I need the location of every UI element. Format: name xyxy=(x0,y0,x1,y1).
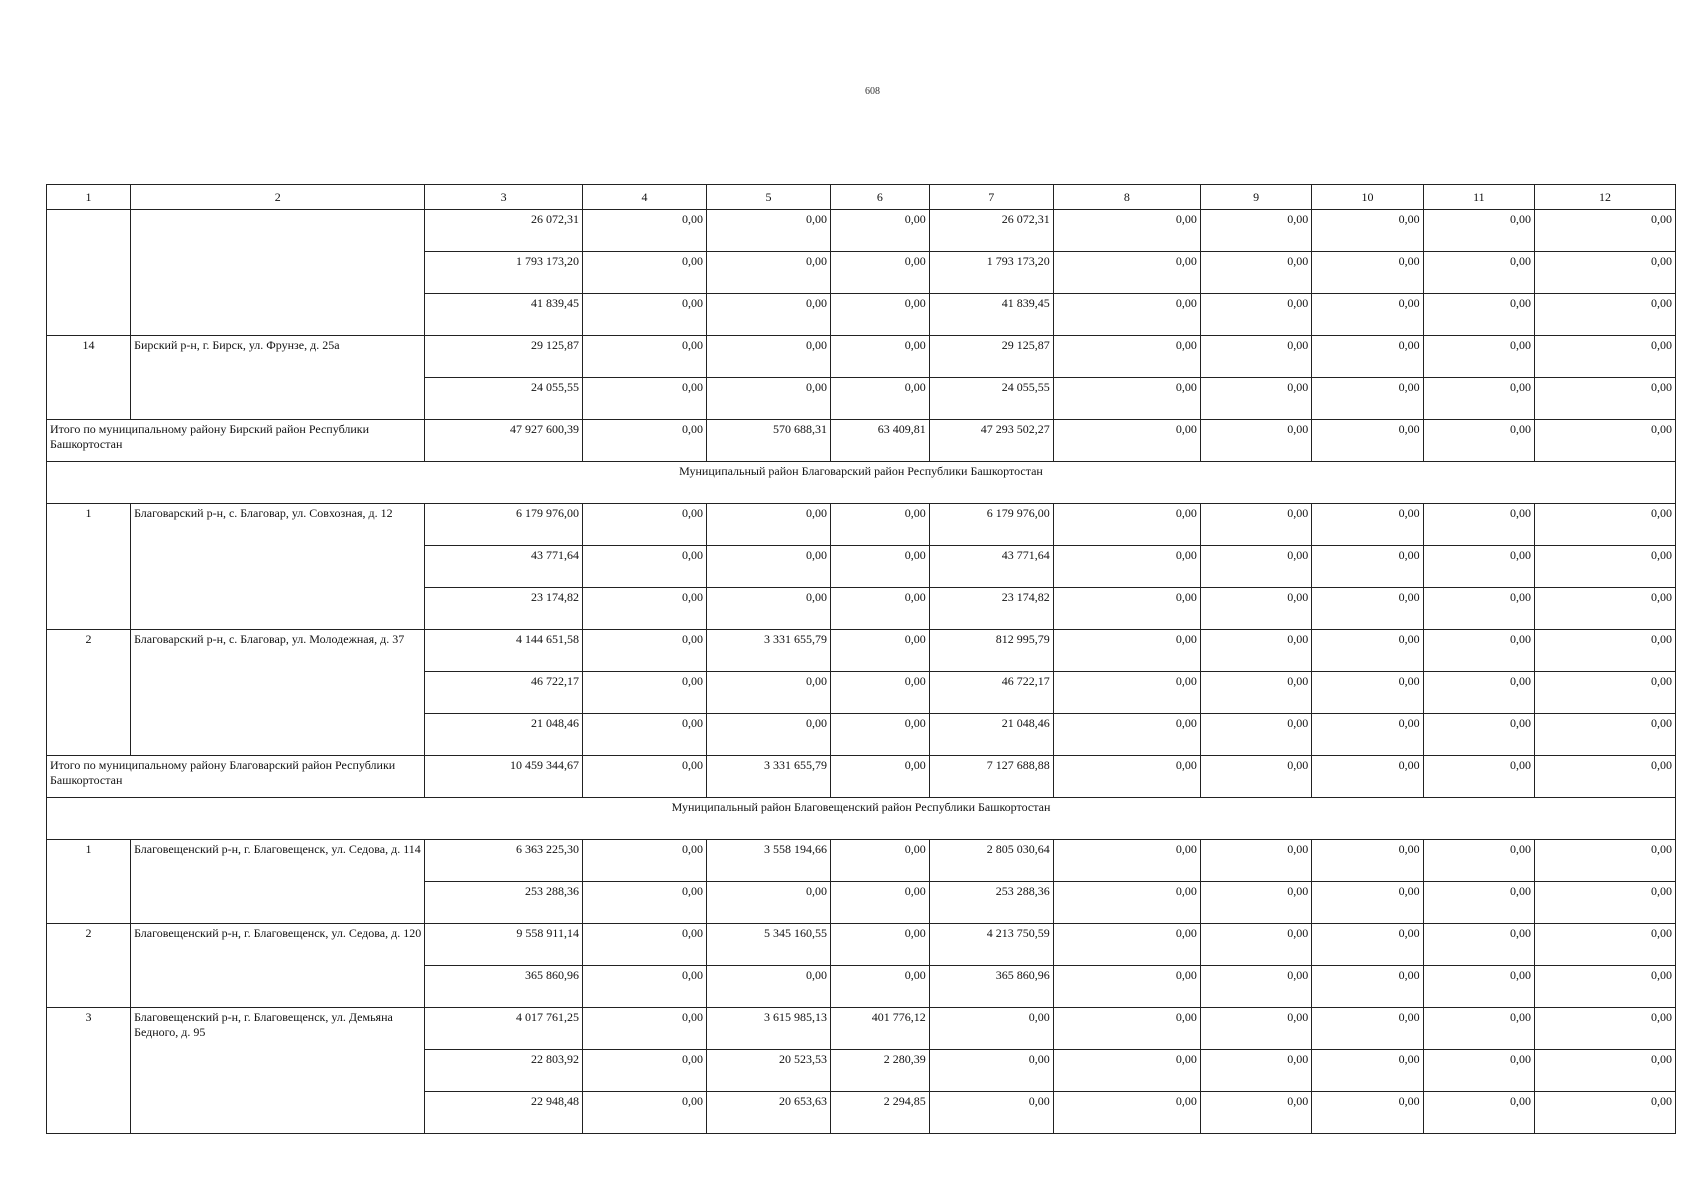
amount-cell: 0,00 xyxy=(1200,1008,1311,1050)
amount-cell: 0,00 xyxy=(1312,672,1423,714)
row-index: 2 xyxy=(47,630,131,756)
row-address: Благоварский р-н, с. Благовар, ул. Совхозная, д. 12 xyxy=(131,504,425,630)
amount-cell: 253 288,36 xyxy=(929,882,1053,924)
amount-cell: 0,00 xyxy=(830,840,929,882)
amount-cell: 0,00 xyxy=(1535,504,1676,546)
total-row xyxy=(47,756,1676,798)
amount-cell: 0,00 xyxy=(582,252,706,294)
amount-cell: 0,00 xyxy=(1312,924,1423,966)
amount-cell: 0,00 xyxy=(1200,630,1311,672)
amount-cell: 0,00 xyxy=(1423,336,1534,378)
amount-cell: 0,00 xyxy=(1312,840,1423,882)
amount-cell: 0,00 xyxy=(830,924,929,966)
amount-cell: 0,00 xyxy=(1312,252,1423,294)
amount-cell: 9 558 911,14 xyxy=(425,924,583,966)
amount-cell: 0,00 xyxy=(1423,714,1534,756)
amount-cell: 0,00 xyxy=(1053,630,1200,672)
column-number: 4 xyxy=(582,185,706,210)
amount-cell: 22 948,48 xyxy=(425,1092,583,1134)
amount-cell: 3 615 985,13 xyxy=(706,1008,830,1050)
total-amount-cell: 10 459 344,67 xyxy=(425,756,583,798)
column-number-row xyxy=(47,185,1676,210)
amount-cell: 0,00 xyxy=(830,966,929,1008)
table-row xyxy=(47,210,1676,252)
column-number: 6 xyxy=(830,185,929,210)
total-amount-cell: 0,00 xyxy=(1535,420,1676,462)
amount-cell: 0,00 xyxy=(1053,588,1200,630)
column-number: 3 xyxy=(425,185,583,210)
amount-cell: 0,00 xyxy=(1423,546,1534,588)
total-amount-cell: 0,00 xyxy=(582,420,706,462)
amount-cell: 0,00 xyxy=(1535,882,1676,924)
amount-cell: 26 072,31 xyxy=(929,210,1053,252)
amount-cell: 20 523,53 xyxy=(706,1050,830,1092)
amount-cell: 0,00 xyxy=(1053,546,1200,588)
row-index xyxy=(47,210,131,336)
amount-cell: 0,00 xyxy=(1200,882,1311,924)
total-amount-cell: 0,00 xyxy=(1053,420,1200,462)
amount-cell: 0,00 xyxy=(706,546,830,588)
row-index: 1 xyxy=(47,840,131,924)
amount-cell: 41 839,45 xyxy=(929,294,1053,336)
amount-cell: 0,00 xyxy=(1053,840,1200,882)
amount-cell: 0,00 xyxy=(1535,630,1676,672)
total-amount-cell: 0,00 xyxy=(1053,756,1200,798)
amount-cell: 0,00 xyxy=(1535,336,1676,378)
amount-cell: 0,00 xyxy=(1053,714,1200,756)
page-number: 608 xyxy=(865,86,880,97)
amount-cell: 0,00 xyxy=(1535,672,1676,714)
amount-cell: 24 055,55 xyxy=(425,378,583,420)
amount-cell: 0,00 xyxy=(706,672,830,714)
amount-cell: 0,00 xyxy=(582,504,706,546)
amount-cell: 0,00 xyxy=(1053,924,1200,966)
total-label: Итого по муниципальному району Благоварский район Республики Башкортостан xyxy=(47,756,425,798)
amount-cell: 20 653,63 xyxy=(706,1092,830,1134)
amount-cell: 0,00 xyxy=(1200,924,1311,966)
amount-cell: 0,00 xyxy=(1423,1092,1534,1134)
amount-cell: 0,00 xyxy=(1535,546,1676,588)
column-number: 1 xyxy=(47,185,131,210)
amount-cell: 2 280,39 xyxy=(830,1050,929,1092)
column-number: 9 xyxy=(1200,185,1311,210)
amount-cell: 0,00 xyxy=(706,588,830,630)
column-number: 11 xyxy=(1423,185,1534,210)
amount-cell: 812 995,79 xyxy=(929,630,1053,672)
amount-cell: 0,00 xyxy=(1535,924,1676,966)
amount-cell: 0,00 xyxy=(1053,672,1200,714)
column-number: 12 xyxy=(1535,185,1676,210)
amount-cell: 0,00 xyxy=(1200,252,1311,294)
amount-cell: 0,00 xyxy=(929,1008,1053,1050)
amount-cell: 0,00 xyxy=(1053,294,1200,336)
amount-cell: 0,00 xyxy=(706,210,830,252)
amount-cell: 2 805 030,64 xyxy=(929,840,1053,882)
amount-cell: 0,00 xyxy=(582,1050,706,1092)
total-amount-cell: 47 927 600,39 xyxy=(425,420,583,462)
amount-cell: 0,00 xyxy=(830,714,929,756)
amount-cell: 0,00 xyxy=(830,294,929,336)
table-row xyxy=(47,504,1676,546)
amount-cell: 0,00 xyxy=(1535,252,1676,294)
total-amount-cell: 0,00 xyxy=(1535,756,1676,798)
row-address: Благовещенский р-н, г. Благовещенск, ул. Седова, д. 120 xyxy=(131,924,425,1008)
amount-cell: 4 144 651,58 xyxy=(425,630,583,672)
amount-cell: 0,00 xyxy=(1423,210,1534,252)
amount-cell: 29 125,87 xyxy=(929,336,1053,378)
amount-cell: 0,00 xyxy=(1200,1050,1311,1092)
amount-cell: 401 776,12 xyxy=(830,1008,929,1050)
amount-cell: 0,00 xyxy=(929,1050,1053,1092)
amount-cell: 0,00 xyxy=(582,210,706,252)
amount-cell: 0,00 xyxy=(830,588,929,630)
amount-cell: 0,00 xyxy=(929,1092,1053,1134)
amount-cell: 0,00 xyxy=(1312,966,1423,1008)
amount-cell: 0,00 xyxy=(1312,378,1423,420)
amount-cell: 41 839,45 xyxy=(425,294,583,336)
total-amount-cell: 0,00 xyxy=(1200,756,1311,798)
total-amount-cell: 0,00 xyxy=(1423,756,1534,798)
amount-cell: 0,00 xyxy=(830,630,929,672)
amount-cell: 0,00 xyxy=(1053,1008,1200,1050)
amount-cell: 24 055,55 xyxy=(929,378,1053,420)
amount-cell: 0,00 xyxy=(1200,1092,1311,1134)
amount-cell: 0,00 xyxy=(1535,1008,1676,1050)
amount-cell: 0,00 xyxy=(1535,1092,1676,1134)
amount-cell: 0,00 xyxy=(1053,336,1200,378)
amount-cell: 0,00 xyxy=(582,672,706,714)
amount-cell: 0,00 xyxy=(706,252,830,294)
amount-cell: 0,00 xyxy=(1312,210,1423,252)
amount-cell: 43 771,64 xyxy=(425,546,583,588)
amount-cell: 0,00 xyxy=(1053,1050,1200,1092)
total-amount-cell: 0,00 xyxy=(1200,420,1311,462)
amount-cell: 0,00 xyxy=(582,630,706,672)
column-number: 10 xyxy=(1312,185,1423,210)
amount-cell: 0,00 xyxy=(706,504,830,546)
amount-cell: 0,00 xyxy=(1053,1092,1200,1134)
amount-cell: 0,00 xyxy=(1053,252,1200,294)
row-index: 14 xyxy=(47,336,131,420)
amount-cell: 0,00 xyxy=(1200,378,1311,420)
amount-cell: 0,00 xyxy=(706,966,830,1008)
table-row xyxy=(47,336,1676,378)
amount-cell: 0,00 xyxy=(1053,210,1200,252)
amount-cell: 0,00 xyxy=(1053,504,1200,546)
amount-cell: 0,00 xyxy=(1053,966,1200,1008)
table-body xyxy=(47,210,1676,1134)
amount-cell: 0,00 xyxy=(1423,378,1534,420)
amount-cell: 0,00 xyxy=(706,378,830,420)
amount-cell: 0,00 xyxy=(1200,336,1311,378)
amount-cell: 0,00 xyxy=(1535,840,1676,882)
amount-cell: 0,00 xyxy=(582,1092,706,1134)
column-number: 5 xyxy=(706,185,830,210)
amount-cell: 0,00 xyxy=(1423,1050,1534,1092)
amount-cell: 0,00 xyxy=(1200,714,1311,756)
section-title: Муниципальный район Благоварский район Республики Башкортостан xyxy=(47,462,1676,504)
amount-cell: 23 174,82 xyxy=(425,588,583,630)
amount-cell: 0,00 xyxy=(830,336,929,378)
amount-cell: 1 793 173,20 xyxy=(929,252,1053,294)
amount-cell: 0,00 xyxy=(706,294,830,336)
row-index: 2 xyxy=(47,924,131,1008)
row-address: Благоварский р-н, с. Благовар, ул. Молодежная, д. 37 xyxy=(131,630,425,756)
amount-cell: 0,00 xyxy=(1312,630,1423,672)
amount-cell: 0,00 xyxy=(1535,714,1676,756)
total-amount-cell: 570 688,31 xyxy=(706,420,830,462)
amount-cell: 0,00 xyxy=(830,882,929,924)
amount-cell: 4 017 761,25 xyxy=(425,1008,583,1050)
amount-cell: 0,00 xyxy=(830,504,929,546)
amount-cell: 0,00 xyxy=(1312,1050,1423,1092)
total-amount-cell: 0,00 xyxy=(830,756,929,798)
amount-cell: 0,00 xyxy=(1200,966,1311,1008)
amount-cell: 6 363 225,30 xyxy=(425,840,583,882)
amount-cell: 0,00 xyxy=(706,336,830,378)
amount-cell: 0,00 xyxy=(706,714,830,756)
amount-cell: 22 803,92 xyxy=(425,1050,583,1092)
row-address: Бирский р-н, г. Бирск, ул. Фрунзе, д. 25а xyxy=(131,336,425,420)
amount-cell: 0,00 xyxy=(582,882,706,924)
amount-cell: 0,00 xyxy=(830,210,929,252)
amount-cell: 0,00 xyxy=(1200,588,1311,630)
amount-cell: 365 860,96 xyxy=(425,966,583,1008)
amount-cell: 0,00 xyxy=(582,924,706,966)
amount-cell: 0,00 xyxy=(582,336,706,378)
total-amount-cell: 63 409,81 xyxy=(830,420,929,462)
amount-cell: 0,00 xyxy=(830,672,929,714)
amount-cell: 21 048,46 xyxy=(425,714,583,756)
amount-cell: 0,00 xyxy=(582,1008,706,1050)
amount-cell: 0,00 xyxy=(1200,546,1311,588)
total-row xyxy=(47,420,1676,462)
amount-cell: 0,00 xyxy=(1312,714,1423,756)
amount-cell: 0,00 xyxy=(1535,210,1676,252)
row-address xyxy=(131,210,425,336)
amount-cell: 0,00 xyxy=(830,378,929,420)
amount-cell: 0,00 xyxy=(1200,672,1311,714)
amount-cell: 0,00 xyxy=(582,546,706,588)
table-row xyxy=(47,840,1676,882)
amount-cell: 0,00 xyxy=(1312,336,1423,378)
amount-cell: 0,00 xyxy=(1312,546,1423,588)
amount-cell: 0,00 xyxy=(1535,966,1676,1008)
amount-cell: 6 179 976,00 xyxy=(425,504,583,546)
column-number: 7 xyxy=(929,185,1053,210)
amount-cell: 0,00 xyxy=(1423,966,1534,1008)
total-amount-cell: 0,00 xyxy=(1312,420,1423,462)
amount-cell: 0,00 xyxy=(582,714,706,756)
amount-cell: 4 213 750,59 xyxy=(929,924,1053,966)
amount-cell: 0,00 xyxy=(1053,882,1200,924)
total-amount-cell: 0,00 xyxy=(1423,420,1534,462)
amount-cell: 2 294,85 xyxy=(830,1092,929,1134)
amount-cell: 0,00 xyxy=(1423,252,1534,294)
amount-cell: 23 174,82 xyxy=(929,588,1053,630)
amount-cell: 0,00 xyxy=(1423,1008,1534,1050)
amount-cell: 21 048,46 xyxy=(929,714,1053,756)
total-amount-cell: 0,00 xyxy=(1312,756,1423,798)
amount-cell: 6 179 976,00 xyxy=(929,504,1053,546)
section-row xyxy=(47,798,1676,840)
amount-cell: 0,00 xyxy=(1200,840,1311,882)
amount-cell: 0,00 xyxy=(1423,840,1534,882)
row-address: Благовещенский р-н, г. Благовещенск, ул. Демьяна Бедного, д. 95 xyxy=(131,1008,425,1134)
amount-cell: 0,00 xyxy=(706,882,830,924)
amount-cell: 0,00 xyxy=(582,378,706,420)
amount-cell: 253 288,36 xyxy=(425,882,583,924)
amount-cell: 0,00 xyxy=(1423,672,1534,714)
amount-cell: 0,00 xyxy=(1423,882,1534,924)
table-row xyxy=(47,924,1676,966)
total-amount-cell: 3 331 655,79 xyxy=(706,756,830,798)
amount-cell: 46 722,17 xyxy=(425,672,583,714)
amount-cell: 0,00 xyxy=(1423,924,1534,966)
amount-cell: 0,00 xyxy=(1535,588,1676,630)
row-address: Благовещенский р-н, г. Благовещенск, ул. Седова, д. 114 xyxy=(131,840,425,924)
amount-cell: 0,00 xyxy=(1312,294,1423,336)
amount-cell: 26 072,31 xyxy=(425,210,583,252)
amount-cell: 0,00 xyxy=(1200,504,1311,546)
total-amount-cell: 7 127 688,88 xyxy=(929,756,1053,798)
amount-cell: 0,00 xyxy=(1053,378,1200,420)
amount-cell: 0,00 xyxy=(1200,294,1311,336)
amount-cell: 0,00 xyxy=(830,546,929,588)
amount-cell: 3 558 194,66 xyxy=(706,840,830,882)
table-row xyxy=(47,1008,1676,1050)
amount-cell: 0,00 xyxy=(1200,210,1311,252)
column-number: 2 xyxy=(131,185,425,210)
amount-cell: 0,00 xyxy=(1535,1050,1676,1092)
amount-cell: 0,00 xyxy=(1423,588,1534,630)
amount-cell: 5 345 160,55 xyxy=(706,924,830,966)
amount-cell: 0,00 xyxy=(582,588,706,630)
amount-cell: 0,00 xyxy=(1535,378,1676,420)
amount-cell: 0,00 xyxy=(1312,882,1423,924)
total-amount-cell: 0,00 xyxy=(582,756,706,798)
row-index: 1 xyxy=(47,504,131,630)
total-label: Итого по муниципальному району Бирский район Республики Башкортостан xyxy=(47,420,425,462)
row-index: 3 xyxy=(47,1008,131,1134)
amount-cell: 0,00 xyxy=(582,966,706,1008)
amount-cell: 1 793 173,20 xyxy=(425,252,583,294)
allocation-table xyxy=(46,184,1676,1134)
amount-cell: 0,00 xyxy=(1312,504,1423,546)
amount-cell: 43 771,64 xyxy=(929,546,1053,588)
amount-cell: 0,00 xyxy=(1312,1092,1423,1134)
amount-cell: 3 331 655,79 xyxy=(706,630,830,672)
amount-cell: 0,00 xyxy=(830,252,929,294)
section-title: Муниципальный район Благовещенский район Республики Башкортостан xyxy=(47,798,1676,840)
column-number: 8 xyxy=(1053,185,1200,210)
amount-cell: 0,00 xyxy=(1423,504,1534,546)
amount-cell: 0,00 xyxy=(1423,630,1534,672)
section-row xyxy=(47,462,1676,504)
table-row xyxy=(47,630,1676,672)
amount-cell: 0,00 xyxy=(582,294,706,336)
amount-cell: 0,00 xyxy=(1312,1008,1423,1050)
amount-cell: 46 722,17 xyxy=(929,672,1053,714)
amount-cell: 0,00 xyxy=(1535,294,1676,336)
amount-cell: 29 125,87 xyxy=(425,336,583,378)
amount-cell: 0,00 xyxy=(1312,588,1423,630)
amount-cell: 0,00 xyxy=(582,840,706,882)
amount-cell: 365 860,96 xyxy=(929,966,1053,1008)
total-amount-cell: 47 293 502,27 xyxy=(929,420,1053,462)
amount-cell: 0,00 xyxy=(1423,294,1534,336)
